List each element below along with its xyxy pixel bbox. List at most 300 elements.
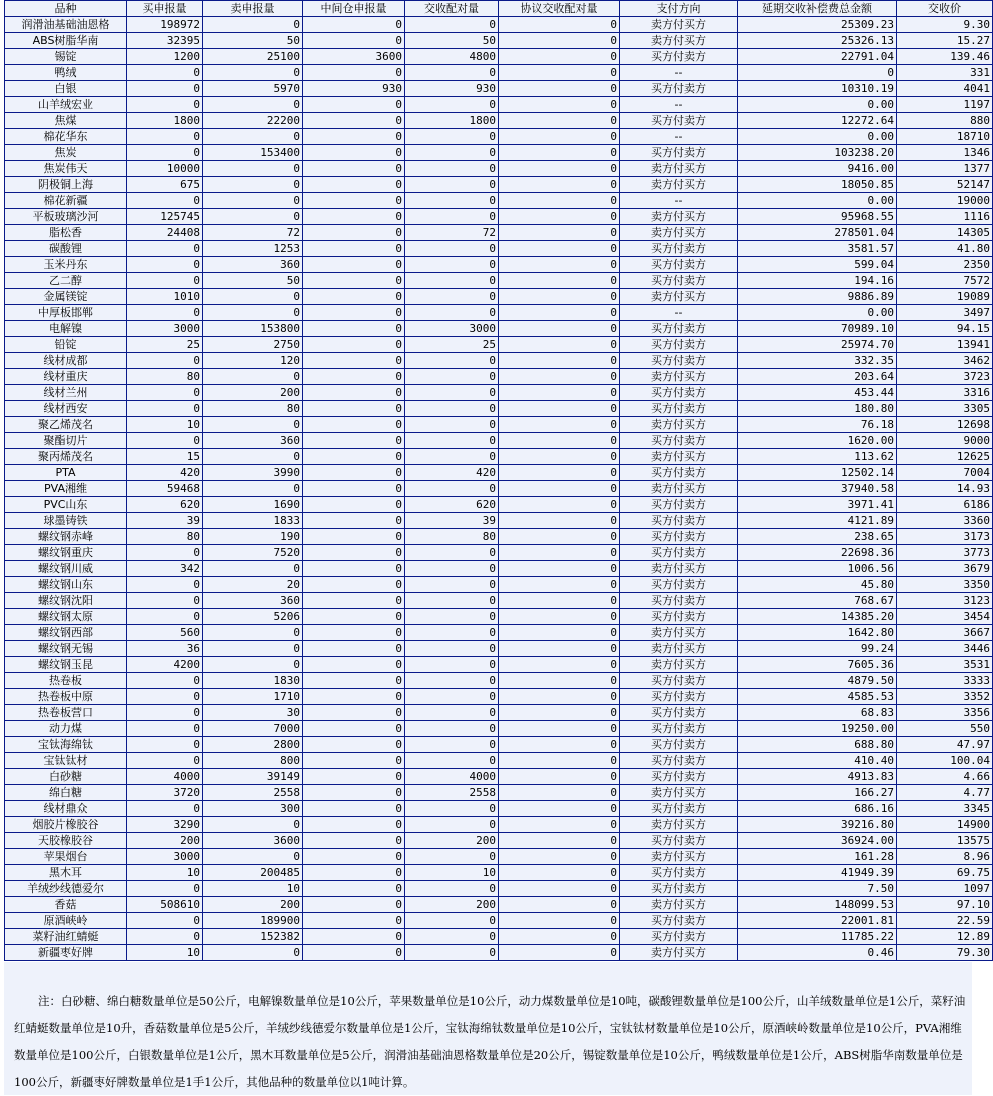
cell-agreement-matched: 0 — [499, 353, 620, 369]
table-row — [5, 241, 993, 257]
cell-matched: 0 — [405, 145, 499, 161]
cell-compensation-total: 768.67 — [738, 593, 897, 609]
cell-buy-declared: 0 — [127, 753, 203, 769]
cell-product: 山羊绒宏业 — [5, 97, 127, 113]
table-row — [5, 881, 993, 897]
cell-delivery-price: 1116 — [897, 209, 993, 225]
cell-matched: 0 — [405, 689, 499, 705]
cell-buy-declared: 342 — [127, 561, 203, 577]
table-row — [5, 801, 993, 817]
cell-intermediate: 0 — [303, 785, 405, 801]
cell-product: 螺纹钢太原 — [5, 609, 127, 625]
cell-product: 焦炭 — [5, 145, 127, 161]
cell-intermediate: 0 — [303, 449, 405, 465]
cell-matched: 0 — [405, 209, 499, 225]
table-row — [5, 257, 993, 273]
cell-intermediate: 0 — [303, 801, 405, 817]
cell-agreement-matched: 0 — [499, 465, 620, 481]
cell-delivery-price: 4.66 — [897, 769, 993, 785]
cell-product: PVA湘维 — [5, 481, 127, 497]
table-row — [5, 833, 993, 849]
cell-product: 原酒峡岭 — [5, 913, 127, 929]
cell-agreement-matched: 0 — [499, 481, 620, 497]
cell-buy-declared: 0 — [127, 241, 203, 257]
cell-agreement-matched: 0 — [499, 689, 620, 705]
cell-buy-declared: 0 — [127, 353, 203, 369]
cell-compensation-total: 166.27 — [738, 785, 897, 801]
cell-agreement-matched: 0 — [499, 241, 620, 257]
cell-buy-declared: 0 — [127, 305, 203, 321]
cell-payment-direction: 买方付卖方 — [620, 881, 738, 897]
cell-buy-declared: 3000 — [127, 321, 203, 337]
cell-product: 黑木耳 — [5, 865, 127, 881]
cell-compensation-total: 22791.04 — [738, 49, 897, 65]
cell-sell-declared: 0 — [203, 97, 303, 113]
cell-agreement-matched: 0 — [499, 849, 620, 865]
cell-sell-declared: 0 — [203, 417, 303, 433]
cell-agreement-matched: 0 — [499, 177, 620, 193]
table-row — [5, 641, 993, 657]
cell-delivery-price: 12625 — [897, 449, 993, 465]
cell-compensation-total: 39216.80 — [738, 817, 897, 833]
header-matched: 交收配对量 — [405, 1, 499, 17]
cell-compensation-total: 7605.36 — [738, 657, 897, 673]
cell-compensation-total: 4585.53 — [738, 689, 897, 705]
cell-intermediate: 0 — [303, 401, 405, 417]
cell-payment-direction: 买方付卖方 — [620, 753, 738, 769]
cell-payment-direction: 买方付卖方 — [620, 801, 738, 817]
cell-sell-declared: 0 — [203, 289, 303, 305]
cell-payment-direction: 买方付卖方 — [620, 513, 738, 529]
cell-delivery-price: 3446 — [897, 641, 993, 657]
cell-product: PVC山东 — [5, 497, 127, 513]
cell-intermediate: 0 — [303, 193, 405, 209]
cell-payment-direction: 买方付卖方 — [620, 433, 738, 449]
table-row — [5, 545, 993, 561]
cell-payment-direction: 买方付卖方 — [620, 929, 738, 945]
table-row — [5, 929, 993, 945]
header-delivery-price: 交收价 — [897, 1, 993, 17]
cell-delivery-price: 13941 — [897, 337, 993, 353]
cell-agreement-matched: 0 — [499, 833, 620, 849]
cell-matched: 4000 — [405, 769, 499, 785]
cell-payment-direction: 卖方付买方 — [620, 161, 738, 177]
table-row — [5, 449, 993, 465]
cell-intermediate: 0 — [303, 113, 405, 129]
cell-buy-declared: 0 — [127, 401, 203, 417]
cell-sell-declared: 152382 — [203, 929, 303, 945]
cell-buy-declared: 0 — [127, 705, 203, 721]
cell-compensation-total: 36924.00 — [738, 833, 897, 849]
cell-agreement-matched: 0 — [499, 593, 620, 609]
cell-matched: 0 — [405, 353, 499, 369]
cell-compensation-total: 238.65 — [738, 529, 897, 545]
cell-delivery-price: 1197 — [897, 97, 993, 113]
cell-buy-declared: 3290 — [127, 817, 203, 833]
cell-sell-declared: 50 — [203, 273, 303, 289]
cell-sell-declared: 5206 — [203, 609, 303, 625]
cell-matched: 0 — [405, 913, 499, 929]
cell-payment-direction: 卖方付买方 — [620, 641, 738, 657]
cell-delivery-price: 3123 — [897, 593, 993, 609]
cell-product: 棉花新疆 — [5, 193, 127, 209]
table-row — [5, 97, 993, 113]
cell-sell-declared: 800 — [203, 753, 303, 769]
table-row — [5, 225, 993, 241]
cell-delivery-price: 6186 — [897, 497, 993, 513]
cell-payment-direction: 买方付卖方 — [620, 545, 738, 561]
cell-agreement-matched: 0 — [499, 17, 620, 33]
cell-delivery-price: 3360 — [897, 513, 993, 529]
cell-buy-declared: 15 — [127, 449, 203, 465]
cell-product: ABS树脂华南 — [5, 33, 127, 49]
cell-matched: 0 — [405, 241, 499, 257]
cell-compensation-total: 203.64 — [738, 369, 897, 385]
cell-payment-direction: -- — [620, 129, 738, 145]
cell-product: 线材重庆 — [5, 369, 127, 385]
cell-delivery-price: 3356 — [897, 705, 993, 721]
cell-delivery-price: 52147 — [897, 177, 993, 193]
cell-intermediate: 0 — [303, 913, 405, 929]
table-row — [5, 465, 993, 481]
cell-buy-declared: 0 — [127, 65, 203, 81]
cell-product: 菜籽油红蜻蜓 — [5, 929, 127, 945]
cell-intermediate: 0 — [303, 305, 405, 321]
cell-compensation-total: 70989.10 — [738, 321, 897, 337]
cell-buy-declared: 0 — [127, 81, 203, 97]
cell-intermediate: 0 — [303, 257, 405, 273]
cell-buy-declared: 0 — [127, 257, 203, 273]
cell-matched: 0 — [405, 369, 499, 385]
cell-payment-direction: 买方付卖方 — [620, 257, 738, 273]
cell-product: 焦炭伟天 — [5, 161, 127, 177]
cell-matched: 0 — [405, 849, 499, 865]
cell-product: 碳酸锂 — [5, 241, 127, 257]
cell-intermediate: 0 — [303, 225, 405, 241]
cell-intermediate: 0 — [303, 465, 405, 481]
cell-sell-declared: 0 — [203, 161, 303, 177]
cell-payment-direction: 买方付卖方 — [620, 689, 738, 705]
cell-delivery-price: 14.93 — [897, 481, 993, 497]
header-buy-declared: 买申报量 — [127, 1, 203, 17]
cell-product: 香菇 — [5, 897, 127, 913]
cell-product: 锡锭 — [5, 49, 127, 65]
cell-agreement-matched: 0 — [499, 193, 620, 209]
cell-delivery-price: 7572 — [897, 273, 993, 289]
cell-compensation-total: 3581.57 — [738, 241, 897, 257]
table-row — [5, 849, 993, 865]
cell-agreement-matched: 0 — [499, 545, 620, 561]
cell-product: 金属镁锭 — [5, 289, 127, 305]
table-row — [5, 753, 993, 769]
cell-buy-declared: 25 — [127, 337, 203, 353]
cell-matched: 0 — [405, 593, 499, 609]
table-row — [5, 945, 993, 961]
cell-agreement-matched: 0 — [499, 801, 620, 817]
cell-buy-declared: 32395 — [127, 33, 203, 49]
cell-matched: 0 — [405, 705, 499, 721]
table-row — [5, 289, 993, 305]
cell-payment-direction: 买方付卖方 — [620, 321, 738, 337]
cell-buy-declared: 3720 — [127, 785, 203, 801]
cell-intermediate: 0 — [303, 625, 405, 641]
cell-agreement-matched: 0 — [499, 641, 620, 657]
cell-intermediate: 0 — [303, 65, 405, 81]
table-row — [5, 577, 993, 593]
cell-agreement-matched: 0 — [499, 257, 620, 273]
cell-agreement-matched: 0 — [499, 657, 620, 673]
cell-product: 鸭绒 — [5, 65, 127, 81]
table-row — [5, 561, 993, 577]
cell-product: 中厚板邯郸 — [5, 305, 127, 321]
cell-intermediate: 3600 — [303, 49, 405, 65]
cell-matched: 0 — [405, 97, 499, 113]
cell-matched: 0 — [405, 289, 499, 305]
cell-agreement-matched: 0 — [499, 673, 620, 689]
cell-compensation-total: 332.35 — [738, 353, 897, 369]
cell-agreement-matched: 0 — [499, 865, 620, 881]
cell-buy-declared: 0 — [127, 593, 203, 609]
cell-intermediate: 0 — [303, 561, 405, 577]
table-row — [5, 897, 993, 913]
cell-agreement-matched: 0 — [499, 897, 620, 913]
cell-product: 螺纹钢西部 — [5, 625, 127, 641]
cell-intermediate: 0 — [303, 513, 405, 529]
table-row — [5, 113, 993, 129]
footnote: 注：白砂糖、绵白糖数量单位是50公斤，电解镍数量单位是10公斤，苹果数量单位是10公斤，动力煤数量单位是10吨，碳酸锂数量单位是100公斤，山羊绒数量单位是1公斤，菜籽油红蜻蜓数量单位是10升，香菇数量单位是5公斤，羊绒纱线德爱尔数量单位是1公斤，宝钛海绵钛数量单位是10公斤，宝钛钛材数量单位是10公斤，原酒峡岭数量单位是10公斤，PVA湘维数量单位是100公斤，白银数量单位是1公斤，黑木耳数量单位是5公斤，润滑油基础油恩格数量单位是20公斤，锡锭数量单位是10公斤，鸭绒数量单位是1公斤，ABS树脂华南数量单位是100公斤，新疆枣好牌数量单位是1手1公斤，其他品种的数量单位以1吨计算。 — [4, 962, 972, 1095]
cell-agreement-matched: 0 — [499, 529, 620, 545]
table-row — [5, 401, 993, 417]
cell-payment-direction: 买方付卖方 — [620, 401, 738, 417]
cell-matched: 420 — [405, 465, 499, 481]
cell-matched: 39 — [405, 513, 499, 529]
table-header-row — [5, 1, 993, 17]
cell-sell-declared: 5970 — [203, 81, 303, 97]
cell-sell-declared: 1830 — [203, 673, 303, 689]
cell-payment-direction: 买方付卖方 — [620, 337, 738, 353]
cell-buy-declared: 0 — [127, 721, 203, 737]
cell-matched: 25 — [405, 337, 499, 353]
cell-payment-direction: 卖方付买方 — [620, 657, 738, 673]
cell-compensation-total: 148099.53 — [738, 897, 897, 913]
cell-payment-direction: 买方付卖方 — [620, 865, 738, 881]
cell-agreement-matched: 0 — [499, 97, 620, 113]
cell-agreement-matched: 0 — [499, 129, 620, 145]
cell-intermediate: 0 — [303, 529, 405, 545]
cell-payment-direction: 卖方付买方 — [620, 481, 738, 497]
cell-intermediate: 0 — [303, 865, 405, 881]
cell-matched: 0 — [405, 449, 499, 465]
cell-intermediate: 0 — [303, 337, 405, 353]
table-row — [5, 49, 993, 65]
cell-agreement-matched: 0 — [499, 49, 620, 65]
cell-delivery-price: 2350 — [897, 257, 993, 273]
cell-sell-declared: 0 — [203, 209, 303, 225]
cell-compensation-total: 11785.22 — [738, 929, 897, 945]
cell-buy-declared: 59468 — [127, 481, 203, 497]
cell-agreement-matched: 0 — [499, 513, 620, 529]
cell-intermediate: 0 — [303, 417, 405, 433]
cell-delivery-price: 7004 — [897, 465, 993, 481]
cell-buy-declared: 0 — [127, 673, 203, 689]
cell-intermediate: 0 — [303, 705, 405, 721]
cell-sell-declared: 25100 — [203, 49, 303, 65]
cell-matched: 0 — [405, 273, 499, 289]
table-row — [5, 817, 993, 833]
cell-compensation-total: 278501.04 — [738, 225, 897, 241]
cell-compensation-total: 1006.56 — [738, 561, 897, 577]
table-row — [5, 593, 993, 609]
cell-delivery-price: 4.77 — [897, 785, 993, 801]
cell-payment-direction: 买方付卖方 — [620, 673, 738, 689]
cell-compensation-total: 180.80 — [738, 401, 897, 417]
table-row — [5, 721, 993, 737]
table-row — [5, 625, 993, 641]
cell-agreement-matched: 0 — [499, 385, 620, 401]
cell-matched: 620 — [405, 497, 499, 513]
cell-sell-declared: 0 — [203, 449, 303, 465]
cell-matched: 930 — [405, 81, 499, 97]
cell-payment-direction: 买方付卖方 — [620, 273, 738, 289]
cell-buy-declared: 0 — [127, 577, 203, 593]
cell-buy-declared: 0 — [127, 881, 203, 897]
cell-intermediate: 0 — [303, 209, 405, 225]
cell-compensation-total: 22001.81 — [738, 913, 897, 929]
cell-buy-declared: 0 — [127, 129, 203, 145]
cell-matched: 0 — [405, 65, 499, 81]
cell-payment-direction: 卖方付买方 — [620, 849, 738, 865]
cell-sell-declared: 153800 — [203, 321, 303, 337]
cell-sell-declared: 200485 — [203, 865, 303, 881]
cell-matched: 0 — [405, 929, 499, 945]
cell-payment-direction: 买方付卖方 — [620, 81, 738, 97]
cell-agreement-matched: 0 — [499, 337, 620, 353]
cell-sell-declared: 80 — [203, 401, 303, 417]
cell-payment-direction: 卖方付买方 — [620, 817, 738, 833]
cell-product: 螺纹钢重庆 — [5, 545, 127, 561]
table-row — [5, 513, 993, 529]
cell-intermediate: 0 — [303, 769, 405, 785]
cell-matched: 0 — [405, 721, 499, 737]
cell-delivery-price: 14900 — [897, 817, 993, 833]
cell-delivery-price: 3333 — [897, 673, 993, 689]
cell-matched: 10 — [405, 865, 499, 881]
cell-product: 热卷板 — [5, 673, 127, 689]
cell-sell-declared: 0 — [203, 177, 303, 193]
cell-delivery-price: 139.46 — [897, 49, 993, 65]
cell-buy-declared: 198972 — [127, 17, 203, 33]
cell-delivery-price: 94.15 — [897, 321, 993, 337]
table-row — [5, 785, 993, 801]
cell-agreement-matched: 0 — [499, 449, 620, 465]
cell-delivery-price: 18710 — [897, 129, 993, 145]
cell-payment-direction: 买方付卖方 — [620, 721, 738, 737]
cell-agreement-matched: 0 — [499, 929, 620, 945]
cell-sell-declared: 190 — [203, 529, 303, 545]
cell-product: 螺纹钢赤峰 — [5, 529, 127, 545]
cell-intermediate: 930 — [303, 81, 405, 97]
cell-payment-direction: 卖方付买方 — [620, 417, 738, 433]
cell-intermediate: 0 — [303, 657, 405, 673]
cell-intermediate: 0 — [303, 353, 405, 369]
cell-sell-declared: 300 — [203, 801, 303, 817]
cell-payment-direction: 买方付卖方 — [620, 353, 738, 369]
cell-sell-declared: 72 — [203, 225, 303, 241]
cell-intermediate: 0 — [303, 497, 405, 513]
cell-matched: 0 — [405, 305, 499, 321]
cell-delivery-price: 4041 — [897, 81, 993, 97]
cell-delivery-price: 3773 — [897, 545, 993, 561]
cell-agreement-matched: 0 — [499, 161, 620, 177]
cell-compensation-total: 0.00 — [738, 129, 897, 145]
cell-compensation-total: 4913.83 — [738, 769, 897, 785]
cell-delivery-price: 550 — [897, 721, 993, 737]
cell-agreement-matched: 0 — [499, 65, 620, 81]
cell-buy-declared: 620 — [127, 497, 203, 513]
cell-agreement-matched: 0 — [499, 369, 620, 385]
table-row — [5, 529, 993, 545]
cell-matched: 0 — [405, 385, 499, 401]
cell-sell-declared: 360 — [203, 593, 303, 609]
cell-compensation-total: 25326.13 — [738, 33, 897, 49]
table-row — [5, 385, 993, 401]
cell-payment-direction: 买方付卖方 — [620, 529, 738, 545]
cell-payment-direction: -- — [620, 97, 738, 113]
table-row — [5, 433, 993, 449]
cell-sell-declared: 20 — [203, 577, 303, 593]
cell-matched: 0 — [405, 641, 499, 657]
cell-intermediate: 0 — [303, 721, 405, 737]
cell-buy-declared: 1800 — [127, 113, 203, 129]
table-row — [5, 913, 993, 929]
cell-compensation-total: 1620.00 — [738, 433, 897, 449]
cell-product: 润滑油基础油恩格 — [5, 17, 127, 33]
cell-delivery-price: 9.30 — [897, 17, 993, 33]
cell-compensation-total: 10310.19 — [738, 81, 897, 97]
cell-delivery-price: 9000 — [897, 433, 993, 449]
cell-matched: 0 — [405, 625, 499, 641]
cell-product: 苹果烟台 — [5, 849, 127, 865]
cell-product: 螺纹钢川威 — [5, 561, 127, 577]
cell-buy-declared: 10 — [127, 865, 203, 881]
cell-buy-declared: 10 — [127, 945, 203, 961]
cell-matched: 0 — [405, 577, 499, 593]
cell-product: 棉花华东 — [5, 129, 127, 145]
table-row — [5, 193, 993, 209]
cell-delivery-price: 1346 — [897, 145, 993, 161]
cell-delivery-price: 3352 — [897, 689, 993, 705]
cell-payment-direction: 买方付卖方 — [620, 577, 738, 593]
header-agreement-matched: 协议交收配对量 — [499, 1, 620, 17]
cell-delivery-price: 19000 — [897, 193, 993, 209]
cell-sell-declared: 1253 — [203, 241, 303, 257]
cell-product: 玉米丹东 — [5, 257, 127, 273]
cell-agreement-matched: 0 — [499, 417, 620, 433]
cell-agreement-matched: 0 — [499, 561, 620, 577]
cell-compensation-total: 22698.36 — [738, 545, 897, 561]
header-intermediate: 中间仓申报量 — [303, 1, 405, 17]
cell-compensation-total: 18050.85 — [738, 177, 897, 193]
cell-compensation-total: 14385.20 — [738, 609, 897, 625]
table-row — [5, 737, 993, 753]
table-row — [5, 129, 993, 145]
cell-payment-direction: 买方付卖方 — [620, 833, 738, 849]
header-compensation-total: 延期交收补偿费总金额 — [738, 1, 897, 17]
header-product: 品种 — [5, 1, 127, 17]
table-row — [5, 145, 993, 161]
cell-intermediate: 0 — [303, 545, 405, 561]
cell-matched: 0 — [405, 401, 499, 417]
